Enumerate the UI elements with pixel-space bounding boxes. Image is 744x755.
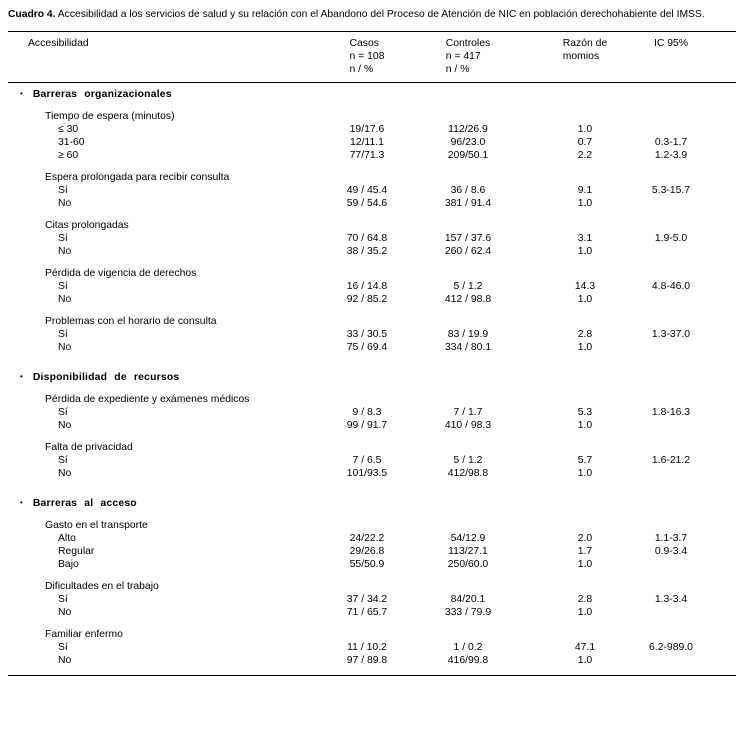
casos-value: 97 / 89.8 [346,655,388,666]
razon-momios-value: 0.7 [577,137,593,148]
controles-value: 412 / 98.8 [444,294,492,305]
section-title-row [8,87,736,101]
row-label: Sí [58,642,68,653]
table-row [8,136,736,149]
row-label: Alto [58,533,76,544]
controles-value: 412/98.8 [447,468,489,479]
casos-value: 70 / 64.8 [346,233,388,244]
controles-value: 260 / 62.4 [444,246,492,257]
razon-momios-value: 1.0 [577,607,593,618]
casos-value: 49 / 45.4 [346,185,388,196]
bullet-icon: • [20,89,23,98]
column-header-ic95 [643,37,699,76]
table-row [8,641,736,654]
controles-value: 96/23.0 [450,137,486,148]
table-row [8,232,736,245]
ic95-value [643,245,699,258]
table-header-row [8,32,736,82]
ic95-value: 1.9-5.0 [654,233,688,244]
casos-value: 99 / 91.7 [346,420,388,431]
ic95-value: 0.3-1.7 [654,137,688,148]
row-label: ≥ 60 [58,150,79,161]
controles-value: 334 / 80.1 [444,342,492,353]
razon-momios-value: 1.7 [577,546,593,557]
row-label: No [58,342,72,353]
column-header-razon-de-momios [527,37,643,76]
razon-momios-value: 2.2 [577,150,593,161]
razon-momios-value: 1.0 [577,246,593,257]
section-title-cell [8,87,699,101]
razon-momios-value: 47.1 [574,642,596,653]
controles-value: 416/99.8 [447,655,489,666]
bottom-rule [8,675,736,676]
group-label-row [8,219,736,232]
section-title: Barreras organizacionales [32,89,172,100]
razon-momios-value: 2.0 [577,533,593,544]
group-label-row [8,315,736,328]
table-row [8,341,736,354]
table-row [8,184,736,197]
razon-momios-value: 3.1 [577,233,593,244]
table-row [8,245,736,258]
section-title: Disponibilidad de recursos [32,372,180,383]
casos-value: 77/71.3 [349,150,385,161]
casos-value: 11 / 10.2 [347,642,387,653]
casos-value: 9 / 8.3 [352,407,382,418]
section-title-row [8,496,736,510]
ic95-value: 1.8-16.3 [651,407,691,418]
controles-value: 83 / 19.9 [447,329,489,340]
controles-value: 113/27.1 [448,546,488,557]
table-row [8,606,736,619]
razon-momios-value: 1.0 [577,198,593,209]
table-row [8,293,736,306]
casos-value: 71 / 65.7 [346,607,388,618]
ic95-value [643,197,699,210]
header-line: Razón de [562,38,608,49]
razon-momios-value: 1.0 [577,655,593,666]
controles-value: 157 / 37.6 [444,233,492,244]
row-label: No [58,246,72,257]
section-title-cell [8,496,699,510]
group-label: Espera prolongada para recibir consulta [45,172,230,183]
controles-value: 112/26.9 [448,124,488,135]
group-label-row [8,267,736,280]
header-line: IC 95% [653,38,689,49]
row-label: Sí [58,233,68,244]
group-label: Tiempo de espera (minutos) [45,111,175,122]
section-title: Barreras al acceso [32,498,137,509]
row-label: Sí [58,329,68,340]
group-label: Citas prolongadas [45,220,129,231]
group-label: Problemas con el horario de consulta [45,316,217,327]
header-block [350,37,385,76]
razon-momios-value: 1.0 [577,559,593,570]
table-caption [8,8,736,21]
razon-momios-value: 1.0 [577,124,593,135]
header-line: n / % [445,64,470,75]
table-row [8,280,736,293]
group-label-row [8,628,736,641]
row-label: Sí [58,407,68,418]
table-row [8,149,736,162]
controles-value: 209/50.1 [447,150,489,161]
group-label-row [8,519,736,532]
row-label: 31-60 [58,137,85,148]
controles-value: 7 / 1.7 [453,407,483,418]
row-label: No [58,420,72,431]
ic95-value: 1.6-21.2 [651,455,691,466]
controles-value: 84/20.1 [450,594,486,605]
razon-momios-value: 1.0 [577,420,593,431]
row-label: No [58,655,72,666]
table-row [8,328,736,341]
ic95-value [643,606,699,619]
razon-momios-value: 14.3 [574,281,596,292]
casos-value: 55/50.9 [349,559,385,570]
table-row [8,419,736,432]
row-label: No [58,468,72,479]
ic95-value: 4.8-46.0 [651,281,691,292]
casos-value: 75 / 69.4 [346,342,388,353]
casos-value: 16 / 14.8 [346,281,388,292]
casos-value: 101/93.5 [346,468,388,479]
ic95-value: 1.2-3.9 [654,150,688,161]
controles-value: 54/12.9 [450,533,486,544]
ic95-value [643,341,699,354]
ic95-value [643,467,699,480]
column-header-casos [313,37,409,76]
table-row [8,558,736,571]
razon-momios-value: 9.1 [577,185,593,196]
razon-momios-value: 2.8 [577,329,593,340]
controles-value: 36 / 8.6 [450,185,486,196]
row-label: No [58,198,72,209]
ic95-value [643,293,699,306]
controles-value: 410 / 98.3 [444,420,492,431]
header-block [563,37,607,63]
ic95-value: 6.2-989.0 [649,642,693,653]
casos-value: 92 / 85.2 [346,294,388,305]
group-label: Gasto en el transporte [45,520,148,531]
table-row [8,406,736,419]
ic95-value: 1.3-37.0 [651,329,691,340]
controles-value: 333 / 79.9 [444,607,492,618]
ic95-value: 1.1-3.7 [654,533,688,544]
row-label: Sí [58,594,68,605]
table-row [8,467,736,480]
group-label: Dificultades en el trabajo [45,581,159,592]
table-row [8,197,736,210]
header-line: momios [562,51,600,62]
casos-value: 37 / 34.2 [346,594,388,605]
group-label: Pérdida de vigencia de derechos [45,268,197,279]
group-label: Familiar enfermo [45,629,123,640]
bullet-icon: • [20,498,23,507]
group-label-row [8,580,736,593]
row-label: Regular [58,546,95,557]
column-header-accesibilidad: Accesibilidad [28,38,89,49]
caption-label: Cuadro 4. [8,9,56,20]
section-title-cell [8,370,699,384]
razon-momios-value: 1.0 [577,342,593,353]
controles-value: 5 / 1.2 [453,455,483,466]
bullet-icon: • [20,372,23,381]
table-row [8,454,736,467]
row-label: Sí [58,281,68,292]
razon-momios-value: 5.7 [577,455,593,466]
group-label-row [8,110,736,123]
row-label: Sí [58,455,68,466]
razon-momios-value: 1.0 [577,294,593,305]
row-label: Bajo [58,559,79,570]
caption-text: Accesibilidad a los servicios de salud y su relación con el Abandono del Proceso de Atención de NIC en población derechohabiente del IMSS. [57,9,705,20]
casos-value: 7 / 6.5 [352,455,382,466]
header-line: n / % [349,64,374,75]
column-header-controles [409,37,527,76]
razon-momios-value: 2.8 [577,594,593,605]
casos-value: 59 / 54.6 [346,198,388,209]
controles-value: 5 / 1.2 [453,281,483,292]
casos-value: 29/26.8 [349,546,385,557]
casos-value: 24/22.2 [349,533,385,544]
header-line: Controles [445,38,491,49]
ic95-value: 1.3-3.4 [654,594,688,605]
table-row [8,593,736,606]
table-row [8,654,736,667]
razon-momios-value: 1.0 [577,468,593,479]
casos-value: 38 / 35.2 [346,246,388,257]
casos-value: 33 / 30.5 [346,329,388,340]
controles-value: 381 / 91.4 [444,198,492,209]
ic95-value [643,123,699,136]
group-label-row [8,171,736,184]
group-label: Falta de privacidad [45,442,133,453]
casos-value: 19/17.6 [349,124,385,135]
ic95-value [643,654,699,667]
header-block [446,37,490,76]
group-label-row [8,393,736,406]
ic95-value [643,419,699,432]
controles-value: 1 / 0.2 [453,642,483,653]
section-title-row [8,370,736,384]
header-line: n = 108 [349,51,385,62]
row-label: No [58,607,72,618]
ic95-value: 5.3-15.7 [651,185,691,196]
row-label: No [58,294,72,305]
header-block [654,37,688,50]
group-label-row [8,441,736,454]
header-line: Casos [349,38,379,49]
group-label: Pérdida de expediente y exámenes médicos [45,394,250,405]
ic95-value: 0.9-3.4 [654,546,688,557]
table-row [8,545,736,558]
casos-value: 12/11.1 [350,137,384,148]
row-label: ≤ 30 [58,124,79,135]
ic95-value [643,558,699,571]
razon-momios-value: 5.3 [577,407,593,418]
table-row [8,532,736,545]
row-label: Sí [58,185,68,196]
controles-value: 250/60.0 [447,559,489,570]
header-line: n = 417 [445,51,481,62]
table-body [8,83,736,675]
table-row [8,123,736,136]
